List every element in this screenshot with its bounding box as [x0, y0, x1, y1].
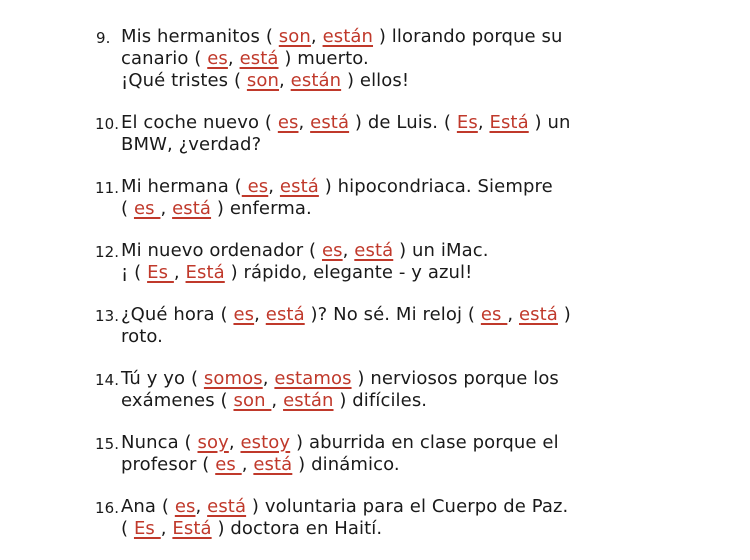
sentence-text: , — [160, 518, 173, 539]
sentence-text: , — [228, 432, 241, 453]
verb-choice-link[interactable]: es — [233, 304, 255, 325]
verb-choice-link[interactable]: está — [279, 176, 319, 197]
sentence-text: ¡ ( — [121, 262, 148, 283]
sentence-text: ) ellos! — [341, 70, 410, 91]
verb-choice-link[interactable]: Está — [172, 518, 212, 539]
sentence-text: Mi hermana ( — [121, 176, 242, 197]
exercise-number: 12. — [95, 243, 120, 261]
verb-choice-link[interactable]: está — [239, 48, 279, 69]
sentence-text: , — [227, 48, 240, 69]
sentence-line — [121, 134, 750, 156]
sentence-line — [121, 240, 750, 262]
exercise-item — [0, 304, 750, 348]
sentence-text: roto. — [121, 326, 163, 347]
verb-choice-link[interactable]: Está — [489, 112, 529, 133]
verb-choice-link[interactable]: está — [354, 240, 394, 261]
verb-choice-link[interactable]: están — [290, 70, 342, 91]
verb-choice-link[interactable]: es — [321, 240, 343, 261]
sentence-text: ) difíciles. — [333, 390, 428, 411]
sentence-text: ) de Luis. ( — [349, 112, 457, 133]
sentence-text: , — [342, 240, 355, 261]
sentence-text: , — [195, 496, 208, 517]
sentence-text: El coche nuevo ( — [121, 112, 278, 133]
sentence-line — [121, 454, 750, 476]
sentence-line — [121, 326, 750, 348]
sentence-text: ) voluntaria para el Cuerpo de Paz. — [246, 496, 569, 517]
sentence-text: ) muerto. — [278, 48, 369, 69]
exercise-item — [0, 496, 750, 540]
sentence-text: , — [254, 304, 266, 325]
verb-choice-link[interactable]: está — [310, 112, 350, 133]
sentence-text: ) enferma. — [211, 198, 312, 219]
sentence-text: ( — [121, 198, 134, 219]
verb-choice-link[interactable]: Es — [133, 518, 161, 539]
verb-choice-link[interactable]: Es — [147, 262, 174, 283]
sentence-text: , — [173, 262, 186, 283]
verb-choice-link[interactable]: es — [241, 176, 269, 197]
sentence-line — [121, 26, 750, 48]
sentence-text: , — [298, 112, 311, 133]
verb-choice-link[interactable]: está — [253, 454, 293, 475]
sentence-text: , — [477, 112, 490, 133]
sentence-line — [121, 70, 750, 92]
sentence-text: ( — [121, 518, 134, 539]
sentence-text: , — [268, 176, 280, 197]
verb-choice-link[interactable]: están — [322, 26, 374, 47]
verb-choice-link[interactable]: estoy — [240, 432, 291, 453]
sentence-text: ¡Qué tristes ( — [121, 70, 247, 91]
verb-choice-link[interactable]: es — [277, 112, 299, 133]
sentence-text: ) un iMac. — [393, 240, 489, 261]
sentence-text: ) un — [528, 112, 571, 133]
sentence-text: ¿Qué hora ( — [121, 304, 234, 325]
sentence-text: , — [160, 198, 173, 219]
sentence-text: , — [271, 390, 284, 411]
verb-choice-link[interactable]: son — [246, 70, 280, 91]
sentence-line — [121, 262, 750, 284]
verb-choice-link[interactable]: es — [174, 496, 196, 517]
sentence-text: Mi nuevo ordenador ( — [121, 240, 322, 261]
verb-choice-link[interactable]: Está — [185, 262, 225, 283]
verb-choice-link[interactable]: es — [480, 304, 508, 325]
verb-choice-link[interactable]: son — [233, 390, 272, 411]
sentence-text: canario ( — [121, 48, 208, 69]
verb-choice-link[interactable]: son — [278, 26, 311, 47]
sentence-text: ) llorando porque su — [373, 26, 563, 47]
exercise-number: 15. — [95, 435, 120, 453]
verb-choice-link[interactable]: está — [519, 304, 558, 325]
sentence-line — [121, 198, 750, 220]
verb-choice-link[interactable]: es — [215, 454, 242, 475]
verb-choice-link[interactable]: está — [265, 304, 305, 325]
verb-choice-link[interactable]: es — [207, 48, 228, 69]
sentence-text: )? No sé. Mi reloj ( — [304, 304, 481, 325]
sentence-text: ) nerviosos porque los — [351, 368, 559, 389]
sentence-line — [121, 176, 750, 198]
sentence-line — [121, 432, 750, 454]
sentence-text: , — [279, 70, 291, 91]
verb-choice-link[interactable]: soy — [197, 432, 229, 453]
sentence-text: Tú y yo ( — [121, 368, 204, 389]
exercise-item — [0, 112, 750, 156]
sentence-text: , — [507, 304, 519, 325]
verb-choice-link[interactable]: está — [207, 496, 247, 517]
exercise-number: 14. — [95, 371, 120, 389]
sentence-text: Mis hermanitos ( — [121, 26, 279, 47]
verb-choice-link[interactable]: está — [172, 198, 212, 219]
sentence-line — [121, 390, 750, 412]
exercise-number: 13. — [95, 307, 120, 325]
exercise-list — [0, 26, 750, 560]
sentence-text: ) — [557, 304, 571, 325]
verb-choice-link[interactable]: estamos — [274, 368, 352, 389]
exercise-number: 11. — [95, 179, 120, 197]
sentence-text: profesor ( — [121, 454, 216, 475]
exercise-item — [0, 26, 750, 92]
sentence-text: ) dinámico. — [292, 454, 400, 475]
exercise-number: 10. — [95, 115, 120, 133]
sentence-line — [121, 304, 750, 326]
sentence-line — [121, 518, 750, 540]
sentence-text: ) doctora en Haití. — [211, 518, 383, 539]
sentence-text: , — [262, 368, 275, 389]
sentence-line — [121, 48, 750, 70]
sentence-line — [121, 112, 750, 134]
sentence-text: BMW, ¿verdad? — [121, 134, 262, 155]
exercise-item — [0, 368, 750, 412]
verb-choice-link[interactable]: somos — [203, 368, 263, 389]
verb-choice-link[interactable]: Es — [456, 112, 478, 133]
exercise-item — [0, 240, 750, 284]
sentence-text: , — [241, 454, 254, 475]
exercise-item — [0, 176, 750, 220]
exercise-number: 9. — [96, 29, 111, 47]
verb-choice-link[interactable]: están — [283, 390, 334, 411]
exercise-item — [0, 432, 750, 476]
sentence-line — [121, 368, 750, 390]
sentence-text: , — [310, 26, 323, 47]
exercise-number: 16. — [95, 499, 120, 517]
sentence-text: Nunca ( — [121, 432, 198, 453]
sentence-text: exámenes ( — [121, 390, 234, 411]
sentence-text: ) hipocondriaca. Siempre — [318, 176, 553, 197]
sentence-text: ) aburrida en clase porque el — [290, 432, 559, 453]
verb-choice-link[interactable]: es — [133, 198, 161, 219]
sentence-text: Ana ( — [121, 496, 175, 517]
sentence-text: ) rápido, elegante - y azul! — [224, 262, 473, 283]
sentence-line — [121, 496, 750, 518]
